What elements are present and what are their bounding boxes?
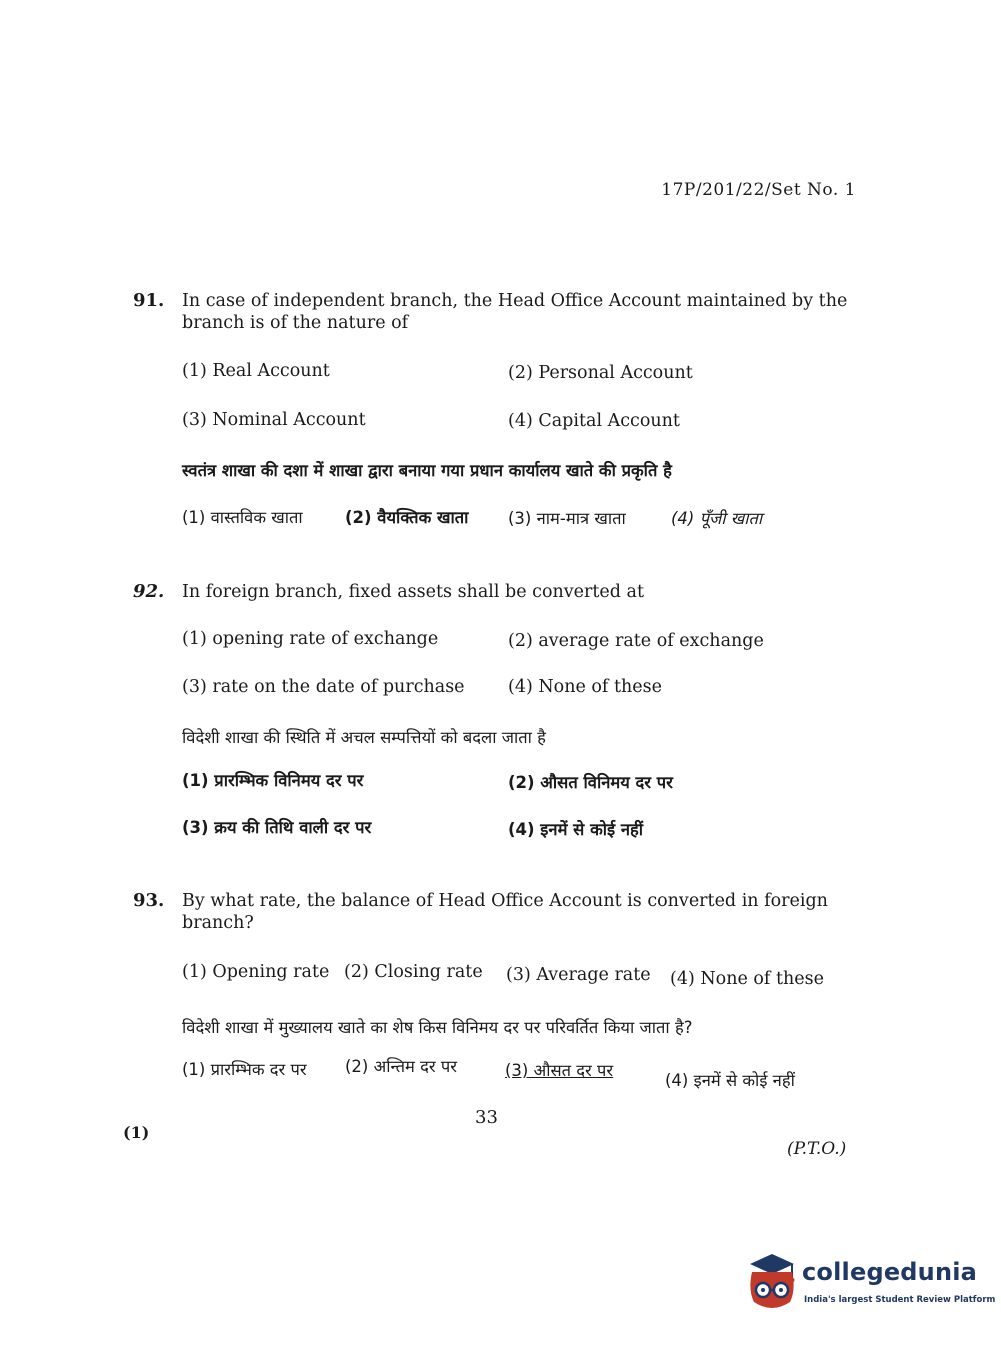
- option: (1) opening rate of exchange: [182, 629, 439, 649]
- option: (2) Closing rate: [344, 962, 483, 982]
- brand-name: collegedunia: [802, 1258, 978, 1286]
- hindi-option: (4) इनमें से कोई नहीं: [665, 1071, 795, 1090]
- option: (4) None of these: [508, 677, 662, 697]
- option: (3) rate on the date of purchase: [182, 677, 465, 697]
- page-number: 33: [475, 1107, 498, 1128]
- option: (2) average rate of exchange: [508, 631, 764, 651]
- option: (3) Nominal Account: [182, 410, 366, 430]
- question-text: In case of independent branch, the Head Office Account maintained by the branch is of the nature of: [182, 291, 848, 333]
- brand-tagline: India's largest Student Review Platform: [804, 1295, 996, 1305]
- option: (3) Average rate: [506, 965, 651, 985]
- hindi-question-text: विदेशी शाखा की स्थिति में अचल सम्पत्तियों को बदला जाता है: [182, 728, 546, 747]
- pto-note: (P.T.O.): [787, 1139, 847, 1159]
- question-number: 93.: [133, 890, 165, 911]
- hindi-option: (4) इनमें से कोई नहीं: [508, 820, 644, 839]
- hindi-option: (3) क्रय की तिथि वाली दर पर: [182, 818, 372, 837]
- hindi-option: (3) औसत दर पर: [505, 1061, 614, 1080]
- hindi-question-text: विदेशी शाखा में मुख्यालय खाते का शेष किस विनिमय दर पर परिवर्तित किया जाता है?: [182, 1018, 693, 1037]
- footer-mark: (1): [123, 1123, 150, 1142]
- mascot-icon: [742, 1250, 800, 1314]
- hindi-option: (2) अन्तिम दर पर: [345, 1057, 457, 1076]
- option: (4) Capital Account: [508, 411, 680, 431]
- paper-code: 17P/201/22/Set No. 1: [661, 180, 856, 200]
- hindi-question-text: स्वतंत्र शाखा की दशा में शाखा द्वारा बनाया गया प्रधान कार्यालय खाते की प्रकृति है: [182, 461, 672, 480]
- hindi-option: (3) नाम-मात्र खाता: [508, 509, 626, 528]
- collegedunia-logo: [742, 1250, 996, 1316]
- hindi-option: (2) वैयक्तिक खाता: [345, 508, 469, 527]
- hindi-option: (2) औसत विनिमय दर पर: [508, 773, 673, 792]
- question-number: 92.: [133, 581, 165, 602]
- option: (1) Real Account: [182, 361, 330, 381]
- hindi-option: (1) प्रारम्भिक विनिमय दर पर: [182, 771, 364, 790]
- question-text: By what rate, the balance of Head Office Account is converted in foreign branch?: [182, 891, 828, 933]
- question-number: 91.: [133, 290, 165, 311]
- hindi-option: (4) पूँजी खाता: [671, 509, 763, 528]
- option: (2) Personal Account: [508, 363, 693, 383]
- option: (1) Opening rate: [182, 962, 330, 982]
- hindi-option: (1) वास्तविक खाता: [182, 508, 303, 527]
- hindi-option: (1) प्रारम्भिक दर पर: [182, 1060, 307, 1079]
- question-text: In foreign branch, fixed assets shall be converted at: [182, 582, 644, 602]
- option: (4) None of these: [670, 969, 824, 989]
